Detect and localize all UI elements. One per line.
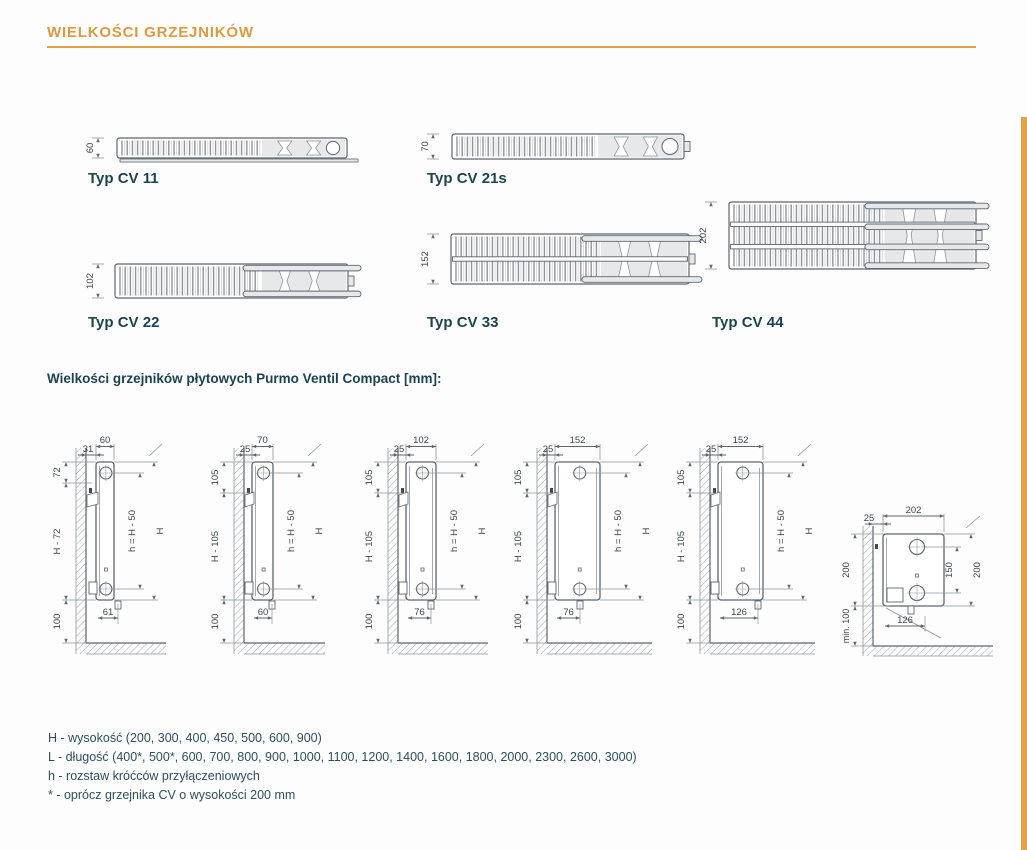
- cv21s-cross-section: [420, 126, 695, 176]
- radiator-panel: [406, 462, 436, 600]
- dim-arrow: [688, 600, 691, 604]
- end-valve-circle: [326, 141, 339, 154]
- upper-dim-label: 72: [52, 467, 63, 478]
- lower-dim-label: 100: [52, 613, 63, 630]
- dim-arrow: [138, 585, 141, 589]
- line: [789, 432, 835, 473]
- dim-arrow: [406, 453, 410, 456]
- line: [626, 432, 672, 473]
- upper-dim-label: 105: [513, 469, 524, 486]
- dim-arrow: [222, 489, 225, 493]
- pipe-tab: [243, 265, 361, 271]
- depth-label: 60: [85, 142, 96, 154]
- dim-arrow: [525, 596, 528, 600]
- dim-arrow: [638, 596, 641, 600]
- wall-hatch: [537, 448, 547, 654]
- dim-arrow: [460, 585, 463, 589]
- wall-gap-label: 25: [542, 444, 554, 455]
- dim-arrow: [718, 445, 722, 448]
- dim-arrow: [152, 462, 155, 466]
- type-label-cv22: Typ CV 22: [88, 314, 160, 331]
- dim-arrow: [525, 639, 528, 643]
- dim-arrow: [376, 489, 379, 493]
- valve-body: [245, 582, 253, 594]
- height-label: H: [477, 527, 488, 535]
- connection-nub: [689, 254, 695, 264]
- diagonal-tick: [471, 444, 484, 456]
- diagonal-tick: [798, 444, 811, 456]
- dim-arrow: [268, 616, 272, 619]
- dim-arrow: [110, 445, 114, 448]
- wall-bracket: [548, 492, 557, 507]
- radiator-panel: [96, 462, 114, 600]
- middle-dim-label: H - 105: [364, 530, 375, 563]
- dim-arrow: [638, 462, 641, 466]
- header-rule: [47, 46, 976, 48]
- pipe-tab: [582, 277, 702, 283]
- wall-bracket: [711, 492, 720, 507]
- wall-gap-label: 25: [239, 444, 251, 455]
- dim-arrow: [408, 616, 412, 619]
- valve-body: [89, 582, 97, 594]
- dim-arrow: [955, 589, 958, 593]
- height-label: H: [314, 527, 325, 535]
- dim-arrow: [718, 453, 722, 456]
- dim-arrow: [376, 596, 379, 600]
- dim-arrow: [883, 522, 887, 525]
- dim-arrow: [853, 606, 856, 610]
- dim-arrow: [64, 596, 67, 600]
- depth-label: 70: [420, 141, 431, 152]
- wall-bracket-pin: [713, 488, 716, 493]
- dim-arrow: [557, 616, 561, 619]
- pipe-tab: [865, 203, 989, 209]
- lower-dim-label: 100: [210, 613, 221, 630]
- middle-dim-label: H - 105: [513, 530, 524, 563]
- floor-hatch: [244, 643, 325, 654]
- upper-dim-label: 105: [676, 469, 687, 486]
- end-section: [885, 204, 974, 268]
- dim-arrow: [432, 445, 436, 448]
- wall-hatch: [388, 448, 398, 654]
- lower-dim-label: 100: [513, 613, 524, 630]
- dim-arrow: [709, 202, 712, 206]
- dim-arrow: [596, 445, 600, 448]
- floor-hatch: [86, 643, 166, 654]
- depth-label: 202: [698, 227, 709, 244]
- wall-gap-label: 31: [82, 444, 94, 455]
- bottom-width-label: 61: [102, 607, 114, 618]
- wall-hatch: [700, 448, 710, 654]
- dim-arrow: [431, 234, 434, 238]
- wall-gap-label: 25: [705, 444, 717, 455]
- connection-nub: [684, 142, 690, 152]
- dim-arrow: [311, 596, 314, 600]
- side-diagram-cv21s: [212, 432, 362, 667]
- dim-arrow: [376, 639, 379, 643]
- dim-arrow: [787, 585, 790, 589]
- depth-label: 102: [85, 273, 96, 289]
- dim-arrow: [114, 616, 118, 619]
- line: [690, 432, 846, 493]
- pipe-tab: [865, 224, 989, 230]
- side-diagram-cv11: [54, 432, 204, 667]
- dim-arrow: [576, 616, 580, 619]
- dim-arrow: [252, 445, 256, 448]
- wall-bracket-pin: [401, 488, 404, 493]
- dim-arrow: [431, 280, 434, 284]
- floor-hatch: [398, 643, 488, 654]
- lower-dim-label: 100: [364, 613, 375, 630]
- pipe-tab: [582, 236, 702, 242]
- diagonal-tick: [966, 516, 980, 528]
- dim-arrow: [297, 585, 300, 589]
- dim-arrow: [98, 616, 102, 619]
- dim-arrow: [853, 642, 856, 646]
- wall-bracket: [245, 492, 254, 507]
- dim-arrow: [138, 473, 141, 477]
- pipe-tab: [865, 263, 989, 269]
- dim-arrow: [787, 473, 790, 477]
- pipe-tab: [243, 291, 361, 297]
- dim-arrow: [431, 134, 434, 138]
- dim-arrow: [801, 462, 804, 466]
- dim-arrow: [969, 534, 972, 538]
- dim-arrow: [955, 547, 958, 551]
- pipe-spacing-label: h = H - 50: [127, 510, 138, 552]
- right-accent-bar: [1021, 117, 1027, 850]
- type-label-cv11: Typ CV 11: [88, 170, 159, 187]
- cv33-cross-section: [420, 226, 700, 314]
- dim-arrow: [525, 489, 528, 493]
- wall-gap-label: 25: [863, 513, 875, 524]
- wall-bracket: [399, 492, 408, 507]
- dim-arrow: [525, 493, 528, 497]
- dim-arrow: [152, 596, 155, 600]
- dim-arrow: [853, 602, 856, 606]
- dim-arrow: [525, 462, 528, 466]
- dim-arrow: [853, 534, 856, 538]
- dim-arrow: [96, 154, 99, 158]
- corner-detail-diagram: [843, 496, 1023, 676]
- dim-arrow: [64, 483, 67, 487]
- dim-arrow: [688, 639, 691, 643]
- wall-bracket-pin: [550, 488, 553, 493]
- dim-arrow: [885, 624, 889, 627]
- left-height-label: 200: [841, 562, 852, 578]
- top-width-label: 202: [905, 505, 922, 516]
- line: [433, 226, 478, 234]
- dim-arrow: [376, 462, 379, 466]
- line: [527, 432, 683, 493]
- pipe-spacing-label: h = H - 50: [449, 510, 460, 552]
- page-title: WIELKOŚCI GRZEJNIKÓW: [47, 24, 254, 41]
- dim-arrow: [969, 602, 972, 606]
- wall-hatch: [76, 448, 86, 654]
- dim-arrow: [883, 514, 887, 517]
- wall-bracket-pin: [247, 488, 250, 493]
- footnotes: [48, 729, 637, 805]
- pipe-spacing-label: h = H - 50: [613, 510, 624, 552]
- dim-arrow: [222, 639, 225, 643]
- dim-arrow: [222, 596, 225, 600]
- dim-arrow: [474, 596, 477, 600]
- dim-arrow: [688, 462, 691, 466]
- dim-arrow: [921, 624, 925, 627]
- dim-arrow: [427, 616, 431, 619]
- dim-arrow: [688, 493, 691, 497]
- dim-arrow: [406, 445, 410, 448]
- footnote-line: H - wysokość (200, 300, 400, 450, 500, 600, 900): [48, 731, 322, 745]
- side-diagram-cv44: [678, 432, 828, 667]
- bottom-width-label: 126: [731, 607, 747, 618]
- height-label: H: [641, 527, 652, 535]
- bottom-width-label: 76: [414, 607, 425, 618]
- line: [711, 194, 773, 202]
- line: [66, 432, 222, 483]
- height-label: H: [804, 527, 815, 535]
- upper-dim-label: 105: [364, 469, 375, 486]
- dim-arrow: [96, 138, 99, 142]
- dim-arrow: [474, 462, 477, 466]
- valve-body: [548, 582, 556, 594]
- dim-arrow: [376, 493, 379, 497]
- dim-arrow: [624, 585, 627, 589]
- dim-arrow: [688, 596, 691, 600]
- diagonal-tick: [308, 444, 321, 456]
- dim-arrow: [252, 453, 256, 456]
- depth-label: 152: [420, 251, 431, 267]
- pipe-tab: [865, 244, 989, 250]
- side-diagram-cv33: [515, 432, 665, 667]
- valve-body: [711, 582, 719, 594]
- top-width-label: 102: [413, 435, 429, 446]
- connection-nub: [348, 276, 354, 286]
- pipe-spacing-label: h = H - 50: [286, 510, 297, 552]
- line: [953, 496, 971, 534]
- floor-hatch: [710, 643, 815, 654]
- dim-arrow: [269, 445, 273, 448]
- base-plate: [120, 159, 358, 162]
- dim-arrow: [754, 616, 758, 619]
- top-width-label: 152: [569, 435, 586, 446]
- dim-arrow: [64, 479, 67, 483]
- dim-arrow: [709, 265, 712, 269]
- row-separator: [453, 257, 688, 261]
- floor-hatch: [873, 646, 993, 656]
- diagonal-tick: [149, 444, 162, 456]
- dim-arrow: [64, 462, 67, 466]
- connection-nub: [976, 231, 982, 241]
- bottom-width-label: 76: [563, 607, 574, 618]
- side-diagram-cv22: [366, 432, 516, 667]
- line: [98, 130, 113, 138]
- pipe-spacing-label: 150: [944, 562, 955, 578]
- dim-arrow: [222, 462, 225, 466]
- floor-hatch: [547, 643, 652, 654]
- dim-arrow: [96, 453, 100, 456]
- cv44-cross-section: [698, 194, 998, 314]
- line: [803, 432, 846, 462]
- middle-dim-label: H - 105: [210, 530, 221, 563]
- dim-arrow: [222, 600, 225, 604]
- wall-bracket: [87, 492, 98, 507]
- min-clearance-label: min. 100: [841, 608, 851, 644]
- dim-arrow: [624, 473, 627, 477]
- footnote-line: * - oprócz grzejnika CV o wysokości 200 mm: [48, 788, 296, 802]
- dim-arrow: [759, 445, 763, 448]
- line: [140, 432, 211, 473]
- wall-bracket-pin: [875, 544, 878, 549]
- pipe-spacing-label: h = H - 50: [776, 510, 787, 552]
- dim-arrow: [96, 294, 99, 298]
- cv22-cross-section: [85, 256, 360, 314]
- line: [299, 432, 369, 473]
- footnote-line: h - rozstaw króćców przyłączeniowych: [48, 769, 260, 783]
- pipe-stub: [908, 606, 914, 614]
- dim-arrow: [64, 639, 67, 643]
- dim-arrow: [555, 445, 559, 448]
- radiator-panel: [555, 462, 600, 600]
- dim-arrow: [555, 453, 559, 456]
- dim-arrow: [311, 462, 314, 466]
- dim-arrow: [720, 616, 724, 619]
- line: [462, 432, 523, 473]
- dim-arrow: [940, 514, 944, 517]
- dim-arrow: [64, 600, 67, 604]
- type-label-cv21s: Typ CV 21s: [427, 170, 507, 187]
- line: [224, 432, 380, 493]
- valve-body: [887, 588, 903, 602]
- type-label-cv33: Typ CV 33: [427, 314, 499, 331]
- bottom-width-label: 60: [257, 607, 269, 618]
- line: [433, 126, 453, 134]
- dim-arrow: [525, 600, 528, 604]
- diagonal-tick: [635, 444, 648, 456]
- end-valve-circle: [662, 139, 678, 155]
- upper-dim-label: 105: [210, 469, 221, 486]
- dim-arrow: [431, 155, 434, 159]
- dim-arrow: [801, 596, 804, 600]
- right-height-label: 200: [972, 562, 983, 578]
- lower-dim-label: 100: [676, 613, 687, 630]
- dim-arrow: [376, 600, 379, 604]
- radiator-panel: [718, 462, 763, 600]
- bottom-width-label: 126: [897, 615, 913, 626]
- line: [640, 432, 683, 462]
- wall-bracket-pin: [89, 488, 92, 493]
- height-label: H: [155, 527, 166, 535]
- dim-arrow: [222, 493, 225, 497]
- top-width-label: 70: [257, 435, 268, 446]
- top-width-label: 60: [99, 435, 111, 446]
- dim-arrow: [460, 473, 463, 477]
- line: [98, 256, 127, 264]
- top-width-label: 152: [732, 435, 749, 446]
- middle-dim-label: H - 105: [676, 530, 687, 563]
- wall-gap-label: 25: [393, 444, 405, 455]
- line: [378, 432, 534, 493]
- wall-hatch: [234, 448, 244, 654]
- valve-body: [399, 582, 407, 594]
- middle-dim-label: H - 72: [52, 528, 63, 555]
- footnote-line: L - długość (400*, 500*, 600, 700, 800, 900, 1000, 1100, 1200, 1400, 1600, 1800, 2000, 2300, 2600, 3000): [48, 750, 637, 764]
- dim-arrow: [96, 264, 99, 268]
- dim-arrow: [297, 473, 300, 477]
- wall-hatch: [863, 526, 873, 656]
- section-title: Wielkości grzejników płytowych Purmo Ventil Compact [mm]:: [47, 371, 442, 386]
- dim-arrow: [688, 489, 691, 493]
- type-label-cv44: Typ CV 44: [712, 314, 784, 331]
